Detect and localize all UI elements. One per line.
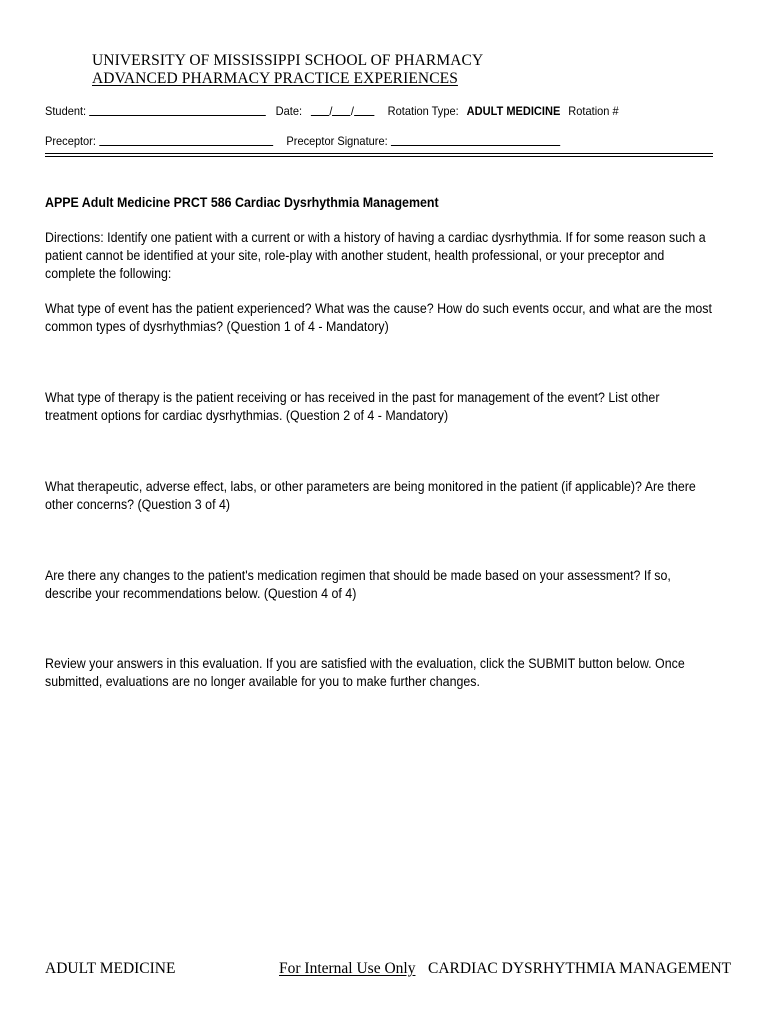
date-year-field[interactable] — [354, 103, 374, 116]
rotation-number-label: Rotation # — [568, 104, 619, 118]
date-separator: / — [350, 104, 354, 118]
rotation-type-value: ADULT MEDICINE — [466, 104, 561, 118]
question-3: What therapeutic, adverse effect, labs, or other parameters are being monitored in the patient (if applicable)? Are there other concerns? (Question 3 of 4) — [45, 479, 696, 512]
student-date-rotation-row — [45, 103, 619, 118]
preceptor-row — [45, 133, 560, 148]
date-month-field[interactable] — [311, 103, 329, 116]
preceptor-signature-label: Preceptor Signature: — [286, 134, 388, 148]
student-label: Student: — [45, 104, 87, 118]
footer-center: For Internal Use Only — [279, 960, 416, 977]
page-title: APPE Adult Medicine PRCT 586 Cardiac Dysrhythmia Management — [45, 195, 439, 210]
student-field[interactable] — [89, 103, 266, 116]
header-divider — [45, 153, 713, 157]
footer-right: CARDIAC DYSRHYTHMIA MANAGEMENT — [428, 960, 732, 977]
date-label: Date: — [275, 104, 303, 118]
footer-left: ADULT MEDICINE — [45, 960, 176, 977]
header-institution: UNIVERSITY OF MISSISSIPPI SCHOOL OF PHARMACY — [92, 52, 484, 69]
document-header — [92, 52, 483, 88]
question-4: Are there any changes to the patient's medication regimen that should be made based on your assessment? If so, describe your recommendations below. (Question 4 of 4) — [45, 568, 671, 601]
question-2: What type of therapy is the patient receiving or has received in the past for management of the event? List other treatment options for cardiac dysrhythmias. (Question 2 of 4 - Mandatory) — [45, 390, 660, 423]
directions-text: Directions: Identify one patient with a current or with a history of having a cardiac dysrhythmia. If for some reason such a patient cannot be identified at your site, role-play with another student, health professional, or your preceptor and complete the following: — [45, 230, 706, 281]
question-1: What type of event has the patient experienced? What was the cause? How do such events occur, and what are the most common types of dysrhythmias? (Question 1 of 4 - Mandatory) — [45, 301, 712, 334]
date-separator: / — [329, 104, 333, 118]
preceptor-label: Preceptor: — [45, 134, 96, 148]
date-day-field[interactable] — [332, 103, 350, 116]
rotation-type-label: Rotation Type: — [387, 104, 459, 118]
review-instructions: Review your answers in this evaluation. If you are satisfied with the evaluation, click the SUBMIT button below. Once submitted, evaluations are no longer available for you to make further changes. — [45, 656, 685, 689]
preceptor-signature-field[interactable] — [391, 133, 560, 146]
header-program: ADVANCED PHARMACY PRACTICE EXPERIENCES — [92, 70, 458, 87]
preceptor-field[interactable] — [99, 133, 273, 146]
